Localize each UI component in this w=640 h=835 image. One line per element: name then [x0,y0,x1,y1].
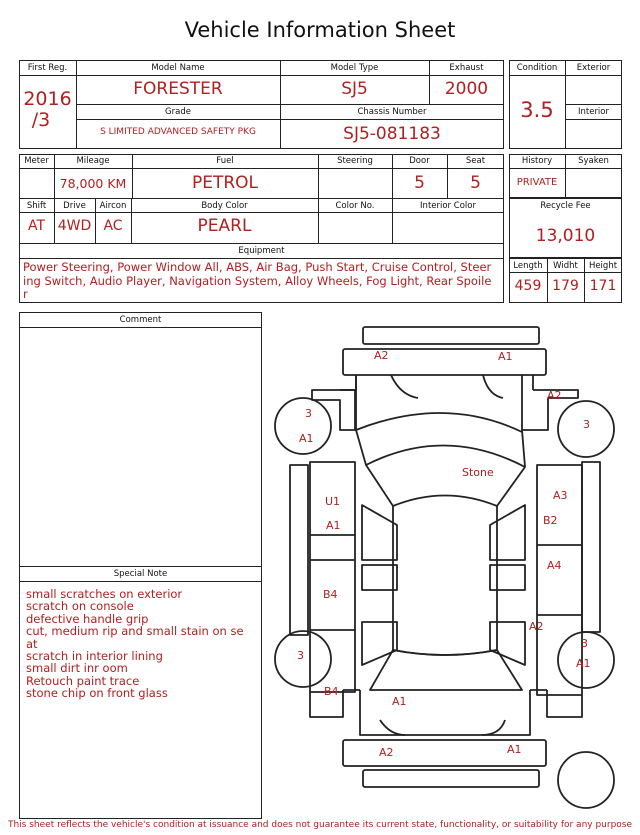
interior-color-label: Interior Color [420,201,476,211]
recycle-fee-value: 13,010 [535,226,596,246]
damage-fender-fr: A2 [547,389,562,402]
damage-wheel-rr-1: 3 [581,637,588,650]
history-label: History [521,156,553,166]
mileage-value: 78,000 KM [59,176,127,191]
body-color-value: PEARL [197,216,252,236]
comment-label: Comment [119,315,162,325]
first-reg-month: /3 [31,109,51,131]
special-note-2: defective handle grip [26,611,149,626]
damage-quarter-rr: A2 [529,620,544,633]
grade-value: S LIMITED ADVANCED SAFETY PKG [100,127,256,137]
drive-label: Drive [63,201,86,211]
model-name-label: Model Name [151,63,205,73]
first-reg-label: First Reg. [27,63,68,73]
aircon-value: AC [103,218,123,234]
damage-trunk: A1 [392,695,407,708]
exterior-label: Exterior [576,63,611,73]
height-value: 171 [589,278,617,294]
page-title: Vehicle Information Sheet [184,18,456,42]
height-label: Height [588,261,618,271]
damage-wheel-rr-2: A1 [576,657,591,670]
special-note-5: small dirt inr oom [26,661,128,676]
meter-label: Meter [24,156,49,166]
equipment-label: Equipment [238,246,285,256]
length-label: Length [513,261,543,271]
damage-wheel-fr: 3 [583,418,590,431]
exhaust-value: 2000 [444,79,489,99]
body-color-label: Body Color [201,201,248,211]
model-type-value: SJ5 [341,79,368,99]
grade-label: Grade [165,107,191,117]
condition-value: 3.5 [520,98,554,122]
seat-value: 5 [470,173,481,193]
damage-door-fr-1: A3 [553,489,568,502]
length-value: 459 [514,278,542,294]
special-note-7: stone chip on front glass [26,686,168,701]
model-name-value: FORESTER [133,79,223,99]
steering-label: Steering [337,156,373,166]
damage-rear-bumper-right: A1 [507,743,522,756]
special-note-0: small scratches on exterior [26,587,183,601]
width-value: 179 [552,278,579,294]
shift-value: AT [27,218,46,234]
interior-label: Interior [577,107,609,117]
condition-label: Condition [516,63,558,73]
damage-wheel-rl: 3 [297,649,304,662]
damage-front-left: A2 [374,349,389,362]
chassis-number-label: Chassis Number [357,107,427,117]
special-note-label: Special Note [113,569,168,579]
first-reg-year: 2016 [23,88,72,110]
shift-label: Shift [26,201,47,211]
fuel-value: PETROL [191,173,259,193]
damage-front-right: A1 [498,350,513,363]
damage-wheel-fl-2: A1 [299,432,314,445]
fuel-label: Fuel [216,156,234,166]
special-note-1: scratch on console [26,599,134,614]
door-value: 5 [414,173,425,193]
mileage-label: Mileage [76,156,110,166]
damage-door-rr: A4 [547,559,562,572]
color-no-label: Color No. [335,201,375,211]
chassis-number-value: SJ5-081183 [343,124,441,144]
special-note-6: Retouch paint trace [26,673,140,688]
damage-rear-bumper-left: A2 [379,746,394,759]
exhaust-label: Exhaust [449,63,484,73]
damage-door-rl: B4 [323,588,338,601]
special-note-3: cut, medium rip and small stain on seat [26,624,244,651]
damage-door-fl-2: A1 [326,519,341,532]
damage-rear-left-panel: B4 [324,685,339,698]
width-label: Widht [553,261,578,271]
drive-value: 4WD [57,218,92,234]
door-label: Door [409,156,430,166]
disclaimer-footer: This sheet reflects the vehicle's condition at issuance and does not guarantee its current state, functionality, or suitability for any purpose [7,820,633,830]
damage-wheel-fl-1: 3 [305,407,312,420]
damage-door-fl-1: U1 [325,495,341,508]
aircon-label: Aircon [99,201,127,211]
seat-label: Seat [465,156,486,166]
special-note-4: scratch in interior lining [26,649,163,663]
equipment-text: Power Steering, Power Window All, ABS, Air Bag, Push Start, Cruise Control, Steering Switch, Audio Player, Navigation System, Alloy Wheels, Fog Light, Rear Spoiler [23,260,492,301]
damage-windshield: Stone [462,466,494,479]
syaken-label: Syaken [578,156,609,166]
history-value: PRIVATE [516,177,558,188]
model-type-label: Model Type [330,63,379,73]
recycle-fee-label: Recycle Fee [540,201,591,211]
damage-door-fr-2: B2 [543,514,558,527]
